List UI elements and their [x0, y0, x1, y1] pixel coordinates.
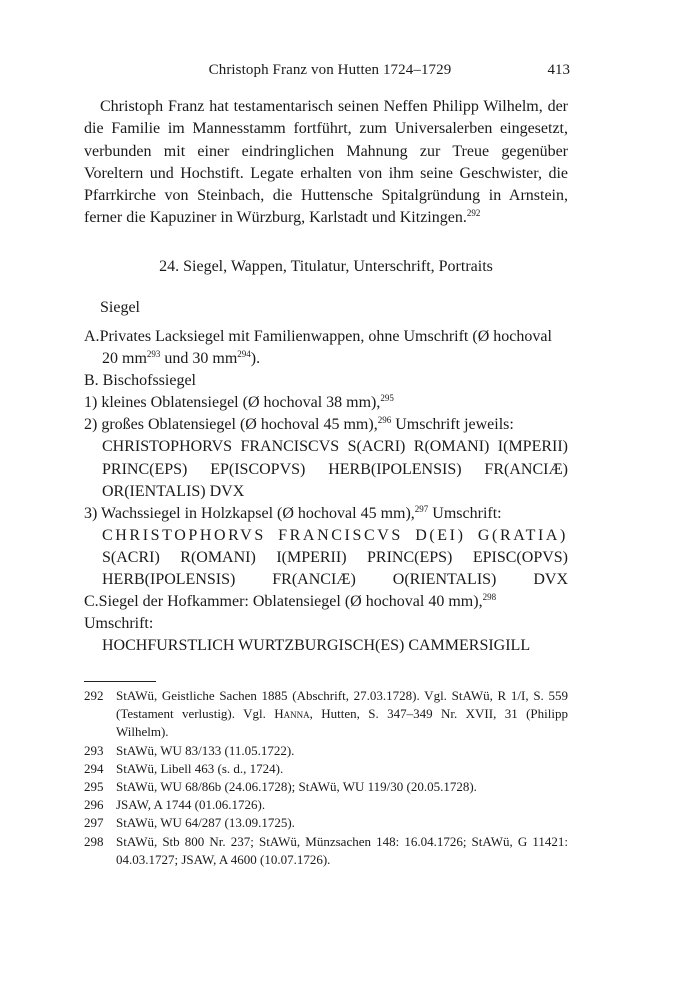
seal-item-a-continuation [84, 348, 568, 370]
inscription-line: OR(IENTALIS) DVX [102, 482, 245, 500]
footnote [84, 833, 568, 869]
running-header-title: Christoph Franz von Hutten 1724–1729 [208, 62, 452, 78]
footnote [84, 814, 568, 832]
footnote-text: StAWü, WU 68/86b (24.06.1728); StAWü, WU 119/30 (20.05.1728). [116, 779, 477, 795]
subheading-siegel: Siegel [100, 299, 140, 316]
seal-item-b3 [84, 503, 568, 525]
footnotes [84, 687, 568, 869]
footnote [84, 687, 568, 742]
item-text: Siegel der Hofkammer: Oblatensiegel (Ø hochoval 40 mm), [98, 593, 483, 611]
footnote-text [116, 687, 568, 742]
author-name: Hanna [274, 706, 310, 722]
item-text: und 30 mm [160, 350, 238, 368]
footnote-ref: 294 [237, 349, 251, 360]
footnote-ref: 295 [380, 393, 394, 404]
item-text: 20 mm [102, 350, 147, 368]
page-number: 413 [547, 62, 570, 78]
item-text: 2) großes Oblatensiegel (Ø hochoval 45 mm), [84, 416, 378, 434]
item-text: 1) kleines Oblatensiegel (Ø hochoval 38 mm), [84, 394, 381, 412]
seal-item-c [84, 591, 568, 635]
footnote-text: StAWü, Stb 800 Nr. 237; StAWü, Münzsachen 148: 16.04.1726; StAWü, G 11421: 04.03.1727; JSAW, A 4600 (10.07.1726). [116, 833, 568, 867]
item-text: 3) Wachssiegel in Holzkapsel (Ø hochoval 45 mm), [84, 504, 415, 522]
seal-item-b1 [84, 392, 568, 414]
footnote-ref: 296 [377, 415, 392, 426]
item-text: Bischofssiegel [102, 372, 196, 390]
footnote-number: 292 [84, 688, 104, 703]
footnote-number: 298 [84, 833, 104, 849]
inscription-line: CHRISTOPHORVS FRANCISCVS S(ACRI) R(OMANI) I(MPERII) [102, 438, 568, 456]
footnote-text: StAWü, WU 64/287 (13.09.1725). [116, 815, 295, 831]
footnote-number: 297 [84, 815, 104, 831]
seal-item-b [84, 370, 568, 392]
section-heading: 24. Siegel, Wappen, Titulatur, Unterschrift, Portraits [159, 258, 493, 275]
footnote-divider [84, 681, 156, 682]
item-label: A. [84, 328, 100, 345]
item-text: ). [250, 350, 261, 368]
footnote-ref: 293 [146, 349, 161, 360]
seal-item-b2 [84, 414, 568, 436]
item-label: B. [84, 372, 99, 390]
inscription-line: HERB(IPOLENSIS) FR(ANCIÆ) O(RIENTALIS) DVX [102, 571, 568, 589]
footnote-text-part: StAWü, Geistliche Sachen 1885 (Abschrift, 27.03.1728). Vgl. StAWü, R 1/I, S. 559 (Testament verlustig). Vgl. [116, 688, 568, 722]
footnote [84, 760, 568, 778]
footnote-ref: 297 [414, 503, 429, 514]
footnote-number: 295 [84, 779, 104, 795]
footnote-ref: 298 [482, 592, 497, 603]
inscription-line: CHRISTOPHORVS FRANCISCVS D(EI) G(RATIA) [102, 526, 568, 544]
item-text: Umschrift jeweils: [391, 416, 514, 434]
footnote-number: 293 [84, 742, 104, 758]
intro-paragraph-block [84, 96, 568, 230]
footnote-text: StAWü, Libell 463 (s. d., 1724). [116, 760, 284, 776]
item-label: C. [84, 593, 99, 611]
intro-text: Christoph Franz hat testamentarisch seinen Neffen Philipp Wilhelm, der die Familie im Mannesstamm fortführt, zum Universalerben eingesetzt, verbunden mit einer eindringlichen Mahnung zur Treue gegenüber Voreltern und Hochstift. Legate erhalten von ihm seine Geschwister, die Pfarrkirche von Steinbach, die Huttensche Spitalgründung in Arnstein, ferner die Kapuziner in Würzburg, Karlstadt und Kitzingen. [84, 98, 568, 227]
footnote-ref: 292 [466, 208, 481, 219]
seal-item-a [84, 326, 568, 348]
footnote [84, 778, 568, 796]
intro-paragraph [84, 96, 568, 230]
item-text: Privates Lacksiegel mit Familienwappen, ohne Umschrift (Ø hochoval [99, 328, 552, 345]
footnote-number: 296 [84, 797, 104, 813]
footnote-text-part: , Hutten, S. 347–349 Nr. XVII, 31 (Philipp Wilhelm). [116, 706, 568, 740]
footnote [84, 742, 568, 760]
inscription-line: S(ACRI) R(OMANI) I(MPERII) PRINC(EPS) EPISC(OPVS) [102, 548, 568, 566]
seal-list [84, 326, 568, 657]
footnote-number: 294 [84, 760, 104, 776]
inscription-line: PRINC(EPS) EP(ISCOPVS) HERB(IPOLENSIS) FR(ANCIÆ) [102, 460, 568, 478]
footnote-text: JSAW, A 1744 (01.06.1726). [116, 797, 266, 813]
footnote-text: StAWü, WU 83/133 (11.05.1722). [116, 742, 295, 758]
item-text: Umschrift: [84, 615, 154, 633]
item-text: Umschrift: [428, 504, 502, 522]
footnote [84, 796, 568, 814]
inscription-line: HOCHFURSTLICH WURTZBURGISCH(ES) CAMMERSIGILL [102, 637, 531, 655]
